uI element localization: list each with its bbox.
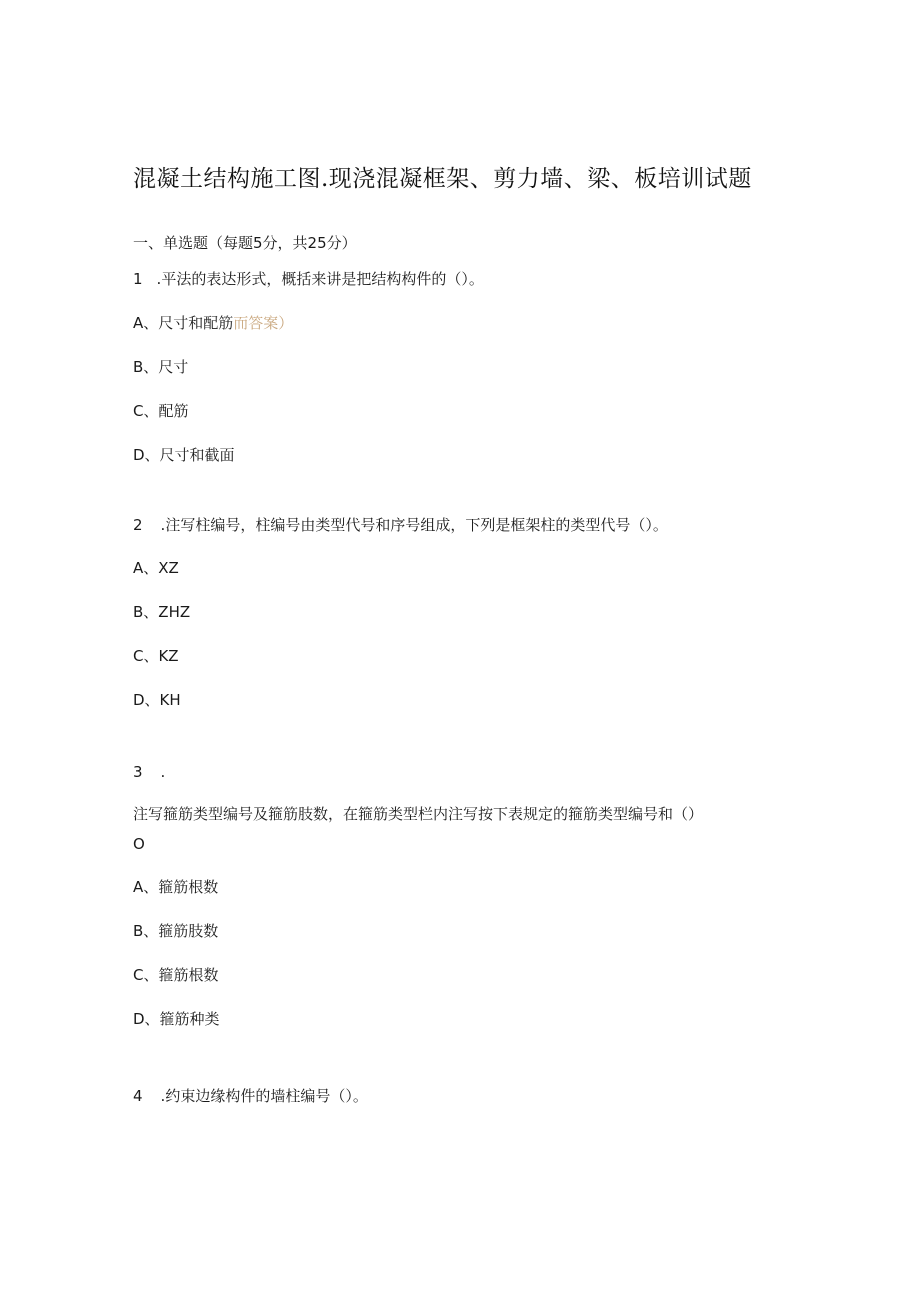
answer-hint: 而答案） — [233, 314, 294, 332]
section-heading: 一、单选题（每题5分，共25分） — [133, 234, 357, 252]
option-3c: C、箍筋根数 — [133, 966, 219, 984]
question-text: .平法的表达形式，概括来讲是把结构构件的（）。 — [156, 270, 484, 288]
question-number: 3 — [133, 763, 143, 781]
option-label: A、尺寸和配筋 — [133, 314, 234, 332]
option-3d: D、箍筋种类 — [133, 1010, 220, 1028]
question-2 — [133, 514, 668, 535]
option-2d: D、KH — [133, 691, 181, 709]
document-title: 混凝土结构施工图.现浇混凝框架、剪力墙、梁、板培训试题 — [133, 166, 752, 192]
option-2c: C、KZ — [133, 647, 179, 665]
option-3a: A、箍筋根数 — [133, 878, 219, 896]
option-1a — [133, 312, 293, 333]
option-1b: B、尺寸 — [133, 358, 189, 376]
question-number: 2 — [133, 516, 143, 534]
option-2a: A、XZ — [133, 559, 179, 577]
question-4 — [133, 1085, 368, 1106]
option-1c: C、配筋 — [133, 402, 189, 420]
option-2b: B、ZHZ — [133, 603, 191, 621]
question-3-text-line2: 注写箍筋类型编号及箍筋肢数，在箍筋类型栏内注写按下表规定的箍筋类型编号和（） — [133, 805, 704, 823]
question-text: .约束边缘构件的墙柱编号（）。 — [160, 1087, 368, 1105]
question-number: 1 — [133, 270, 143, 288]
question-3-text-line3: O — [133, 835, 145, 853]
option-1d: D、尺寸和截面 — [133, 446, 235, 464]
question-1 — [133, 268, 484, 289]
option-3b: B、箍筋肢数 — [133, 922, 219, 940]
question-text: .注写柱编号，柱编号由类型代号和序号组成，下列是框架柱的类型代号（）。 — [160, 516, 668, 534]
question-3 — [133, 763, 165, 781]
question-text: . — [160, 763, 166, 781]
question-number: 4 — [133, 1087, 143, 1105]
